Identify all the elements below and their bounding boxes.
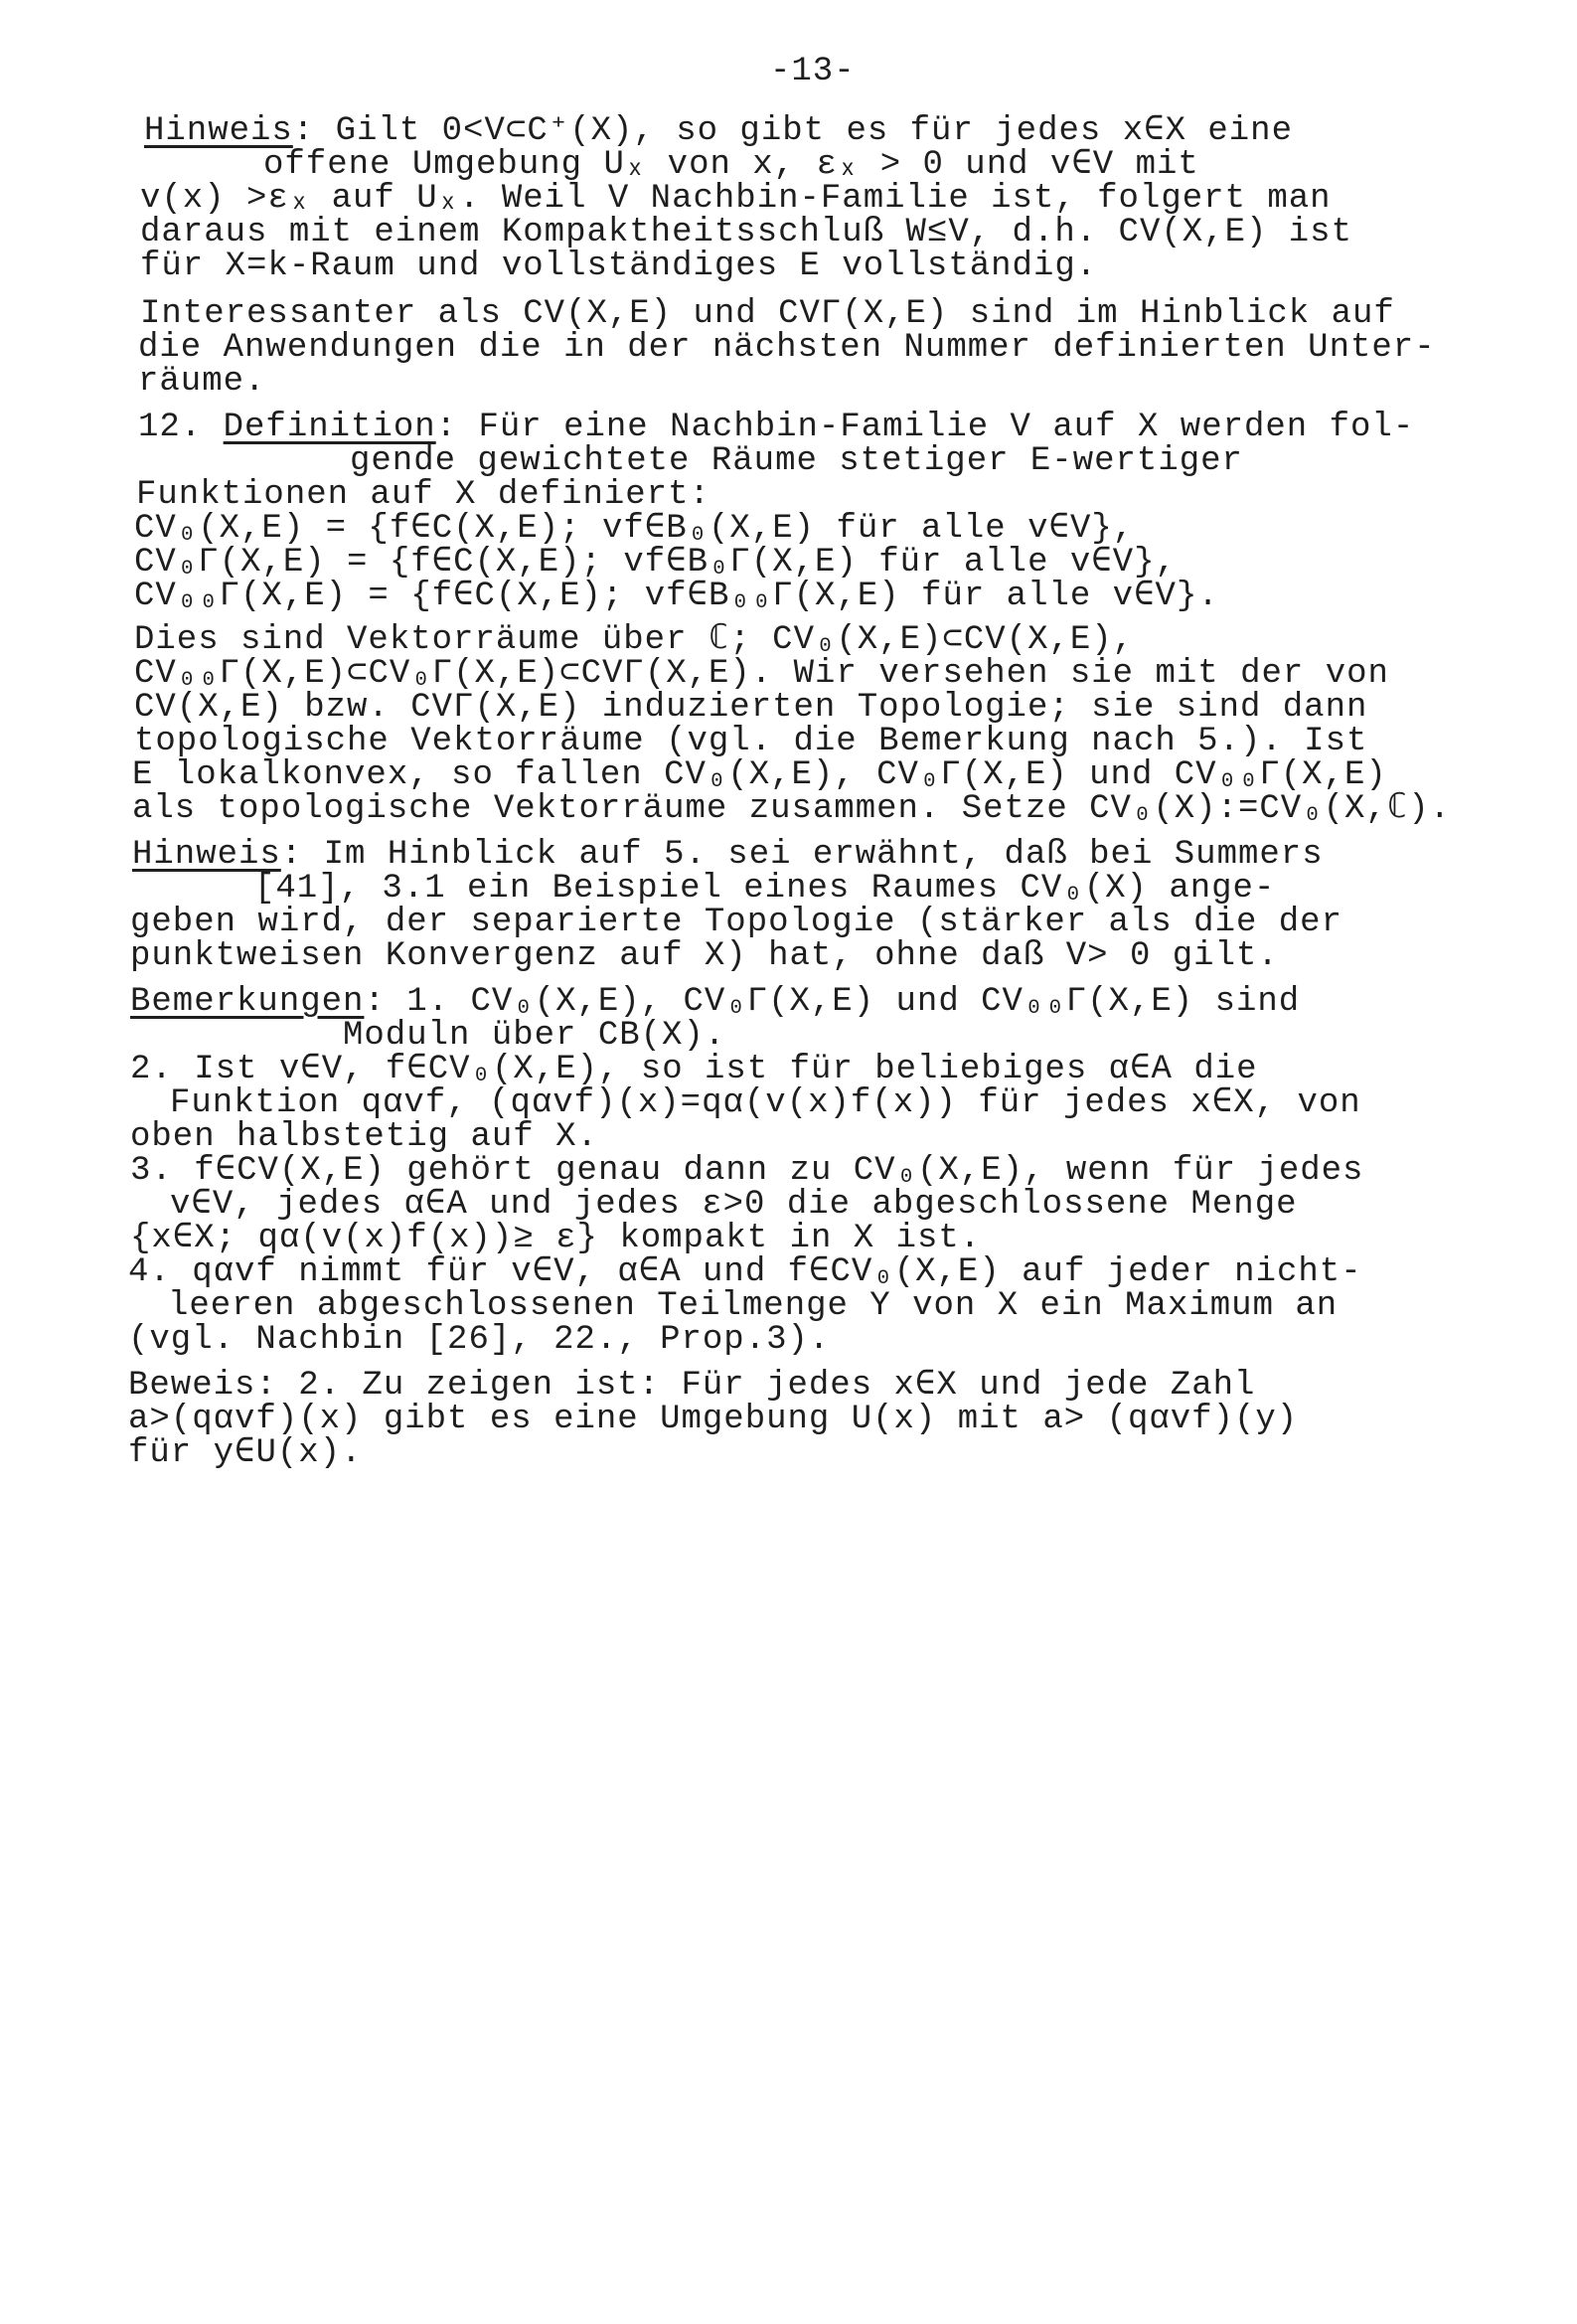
hinweis-1-label: Hinweis — [144, 112, 293, 150]
bemerkung-3-line: {x∈X; qα(v(x)f(x))≥ ε} kompakt in X ist. — [130, 1220, 982, 1257]
formula-cv0: CV₀(X,E) = {f∈C(X,E); vf∈B₀(X,E) für alle v∈V}, — [134, 510, 1135, 548]
beweis-line: für y∈U(x). — [128, 1434, 363, 1472]
paragraph-2-line: als topologische Vektorräume zusammen. Setze CV₀(X):=CV₀(X,ℂ). — [132, 790, 1452, 828]
bemerkung-4-line: (vgl. Nachbin [26], 22., Prop.3). — [128, 1321, 831, 1359]
bemerkung-3-line: v∈V, jedes α∈A und jedes ε>0 die abgeschlossene Menge — [170, 1186, 1298, 1224]
paragraph-2-line: E lokalkonvex, so fallen CV₀(X,E), CV₀Γ(X,E) und CV₀₀Γ(X,E) — [132, 756, 1387, 794]
bemerkung-3: 3. f∈CV(X,E) gehört genau dann zu CV₀(X,E), wenn für jedes — [130, 1152, 1364, 1190]
bemerkung-2: 2. Ist v∈V, f∈CV₀(X,E), so ist für beliebiges α∈A die — [130, 1051, 1258, 1088]
hinweis-2-label: Hinweis — [132, 836, 281, 874]
bemerkung-2-line: Funktion qαvf, (qαvf)(x)=qα(v(x)f(x)) für jedes x∈X, von — [170, 1084, 1361, 1122]
formula-cv0-gamma: CV₀Γ(X,E) = {f∈C(X,E); vf∈B₀Γ(X,E) für alle v∈V}, — [134, 544, 1177, 581]
definition-label: Definition — [223, 409, 436, 446]
hinweis-2-line: [41], 3.1 ein Beispiel eines Raumes CV₀(X) ange- — [254, 870, 1276, 908]
page-number: -13- — [770, 53, 856, 90]
paragraph-1-line: die Anwendungen die in der nächsten Nummer definierten Unter- — [138, 329, 1436, 367]
paragraph-1-line: räume. — [138, 363, 266, 401]
bemerkung-4-line: leeren abgeschlossenen Teilmenge Y von X ein Maximum an — [168, 1287, 1339, 1325]
paragraph-2-line: Dies sind Vektorräume über ℂ; CV₀(X,E)⊂CV(X,E), — [134, 621, 1135, 659]
hinweis-1-line: für X=k-Raum und vollständiges E vollständig. — [140, 248, 1098, 285]
beweis-line: a>(qαvf)(x) gibt es eine Umgebung U(x) mit a> (qαvf)(y) — [128, 1401, 1299, 1438]
bemerkung-4: 4. qαvf nimmt für v∈V, α∈A und f∈CV₀(X,E) auf jeder nicht- — [128, 1253, 1362, 1291]
hinweis-1-line: daraus mit einem Kompaktheitsschluß W≤V, d.h. CV(X,E) ist — [140, 214, 1352, 251]
hinweis-2-first-line: Hinweis: Im Hinblick auf 5. sei erwähnt, daß bei Summers — [132, 836, 1324, 874]
definition-12-first-line: 12. Definition: Für eine Nachbin-Familie V auf X werden fol- — [138, 409, 1415, 446]
definition-12-line: Funktionen auf X definiert: — [136, 476, 710, 514]
beweis-line: Beweis: 2. Zu zeigen ist: Für jedes x∈X und jede Zahl — [128, 1367, 1256, 1405]
paragraph-2-line: CV₀₀Γ(X,E)⊂CV₀Γ(X,E)⊂CVΓ(X,E). Wir versehen sie mit der von — [134, 655, 1389, 693]
hinweis-2-line: geben wird, der separierte Topologie (stärker als die der — [130, 904, 1342, 941]
bemerkungen-label: Bemerkungen — [130, 983, 365, 1021]
bemerkungen-line: Moduln über CB(X). — [343, 1017, 726, 1055]
paragraph-1-line: Interessanter als CV(X,E) und CVΓ(X,E) sind im Hinblick auf — [140, 295, 1395, 333]
hinweis-2-line: punktweisen Konvergenz auf X) hat, ohne daß V> 0 gilt. — [130, 937, 1279, 975]
hinweis-1-first-line: Hinweis: Gilt 0<V⊂C⁺(X), so gibt es für jedes x∈X eine — [144, 112, 1293, 150]
definition-12-line: gende gewichtete Räume stetiger E-wertiger — [350, 442, 1243, 480]
bemerkung-2-line: oben halbstetig auf X. — [130, 1118, 598, 1156]
paragraph-2-line: CV(X,E) bzw. CVΓ(X,E) induzierten Topologie; sie sind dann — [134, 689, 1368, 727]
formula-cv00-gamma: CV₀₀Γ(X,E) = {f∈C(X,E); vf∈B₀₀Γ(X,E) für alle v∈V}. — [134, 578, 1219, 615]
hinweis-1-line: v(x) >εₓ auf Uₓ. Weil V Nachbin-Familie ist, folgert man — [140, 180, 1332, 218]
bemerkungen-first-line: Bemerkungen: 1. CV₀(X,E), CV₀Γ(X,E) und CV₀₀Γ(X,E) sind — [130, 983, 1301, 1021]
hinweis-1-line: offene Umgebung Uₓ von x, εₓ > 0 und v∈V mit — [263, 146, 1199, 184]
paragraph-2-line: topologische Vektorräume (vgl. die Bemerkung nach 5.). Ist — [134, 723, 1368, 760]
